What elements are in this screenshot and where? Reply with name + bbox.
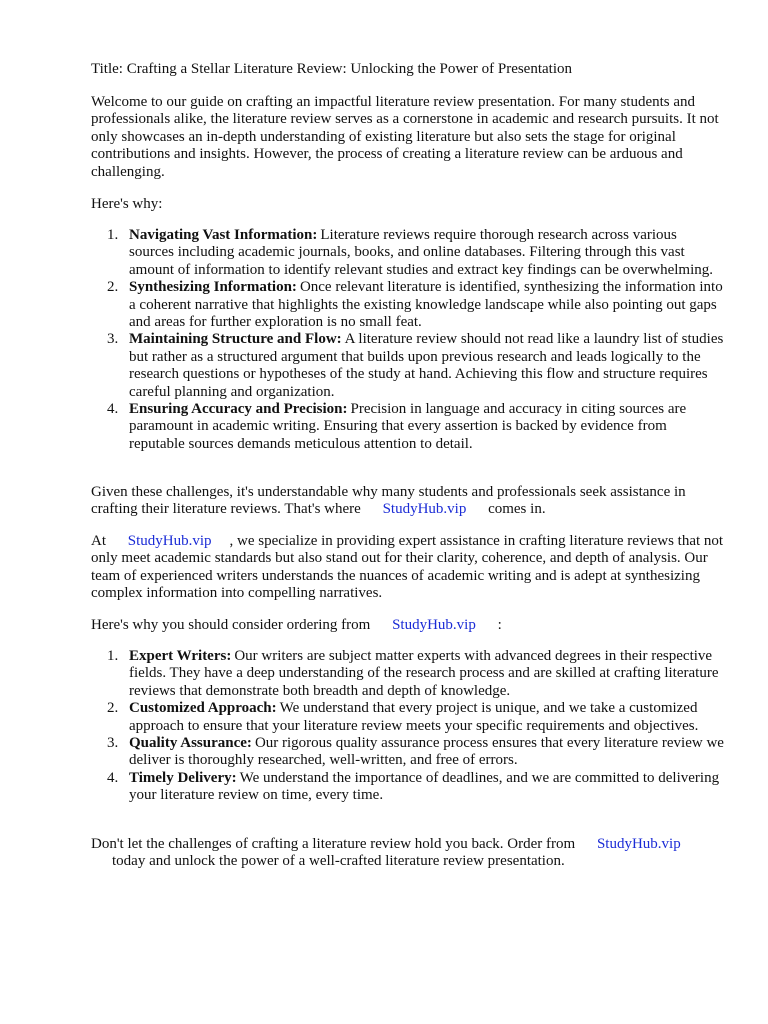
closing-text-after: today and unlock the power of a well-crafted literature review presentation. [112, 853, 565, 870]
challenge-item [91, 331, 725, 401]
item-number: 2. [107, 279, 119, 296]
given-text-after: comes in. [488, 501, 546, 518]
consider-paragraph [91, 617, 725, 634]
item-text: We understand that every project is unique, and we take a customized approach to ensure that your literature review meets your specific requirements and objectives. [129, 700, 699, 734]
challenge-item [91, 227, 725, 279]
item-text: We understand the importance of deadlines, and we are committed to delivering your literature review on time, every time. [129, 769, 720, 804]
heres-why-heading: Here's why: [91, 196, 163, 212]
at-text-before: At [91, 533, 106, 549]
item-term: Timely Delivery: [129, 769, 237, 786]
item-number: 1. [107, 648, 119, 664]
studyhub-link[interactable]: StudyHub.vip [382, 501, 467, 518]
item-term: Synthesizing Information: [129, 279, 297, 296]
item-term: Customized Approach: [129, 700, 277, 717]
closing-paragraph [91, 836, 725, 871]
challenge-item [91, 401, 725, 453]
item-text: Precision in language and accuracy in citing sources are paramount in academic writing. Ensuring that every assertion is backed by evidence from reputable sources demands meticulous attention to detail. [129, 401, 687, 452]
doc-title: Title: Crafting a Stellar Literature Review: Unlocking the Power of Presentation [91, 61, 573, 77]
closing-text-before: Don't let the challenges of crafting a literature review hold you back. Order from [91, 836, 576, 852]
item-text: Once relevant literature is identified, synthesizing the information into a coherent narrative that highlights the existing knowledge landscape while also pointing out gaps and areas for further exploration is no small feat. [129, 279, 723, 331]
reason-item [91, 735, 725, 770]
item-number: 4. [107, 769, 119, 786]
studyhub-link[interactable]: StudyHub.vip [127, 533, 212, 549]
studyhub-link[interactable]: StudyHub.vip [392, 617, 476, 633]
closing-line-1 [91, 836, 725, 853]
item-term: Ensuring Accuracy and Precision: [129, 401, 348, 418]
reason-item [91, 700, 725, 735]
consider-text-after: : [497, 617, 502, 633]
studyhub-link[interactable]: StudyHub.vip [596, 836, 681, 852]
item-text: Our rigorous quality assurance process ensures that every literature review we deliver is thoroughly researched, well-written, and free of errors. [129, 735, 724, 769]
item-term: Expert Writers: [129, 648, 232, 664]
item-number: 1. [107, 227, 119, 243]
item-text: A literature review should not read like a laundry list of studies but rather as a structured argument that builds upon previous research and leads logically to the research questions or hypotheses of the study at hand. Achieving this flow and structure requires careful planning and organization. [129, 331, 724, 400]
reasons-list [91, 648, 725, 805]
item-text: Literature reviews require thorough research across various sources including academic journals, books, and online databases. Filtering through this vast amount of information to identify relevant studies and extract key findings can be overwhelming. [129, 227, 714, 278]
challenge-item [91, 279, 725, 331]
item-term: Navigating Vast Information: [129, 227, 318, 243]
item-term: Maintaining Structure and Flow: [129, 331, 342, 348]
item-term: Quality Assurance: [129, 735, 252, 752]
item-number: 4. [107, 401, 119, 418]
item-number: 2. [107, 700, 119, 717]
at-text-after: , we specialize in providing expert assistance in crafting literature reviews that not only meet academic standards but also stand out for their clarity, coherence, and depth of analysis. Our team of experienced writers understands the nuances of academic writing and is adept at synthesizing complex information into compelling narratives. [91, 533, 724, 602]
consider-text-before: Here's why you should consider ordering from [91, 617, 371, 633]
item-number: 3. [107, 735, 119, 752]
item-number: 3. [107, 331, 119, 348]
reason-item [91, 770, 725, 805]
given-paragraph [91, 484, 725, 519]
challenges-list [91, 227, 725, 453]
reason-item [91, 648, 725, 700]
given-text-before: Given these challenges, it's understandable why many students and professionals seek assistance in crafting their literature reviews. That's where [91, 484, 686, 518]
intro-paragraph: Welcome to our guide on crafting an impactful literature review presentation. For many students and professionals alike, the literature review serves as a cornerstone in academic and research pursuits. It not only showcases an in-depth understanding of existing literature but also sets the stage for original contributions and insights. However, the process of creating a literature review can be arduous and challenging. [91, 94, 719, 180]
at-paragraph [91, 533, 725, 603]
item-text: Our writers are subject matter experts with advanced degrees in their respective fields. They have a deep understanding of the research process and are skilled at crafting literature reviews that demonstrate both breadth and depth of knowledge. [129, 648, 719, 699]
